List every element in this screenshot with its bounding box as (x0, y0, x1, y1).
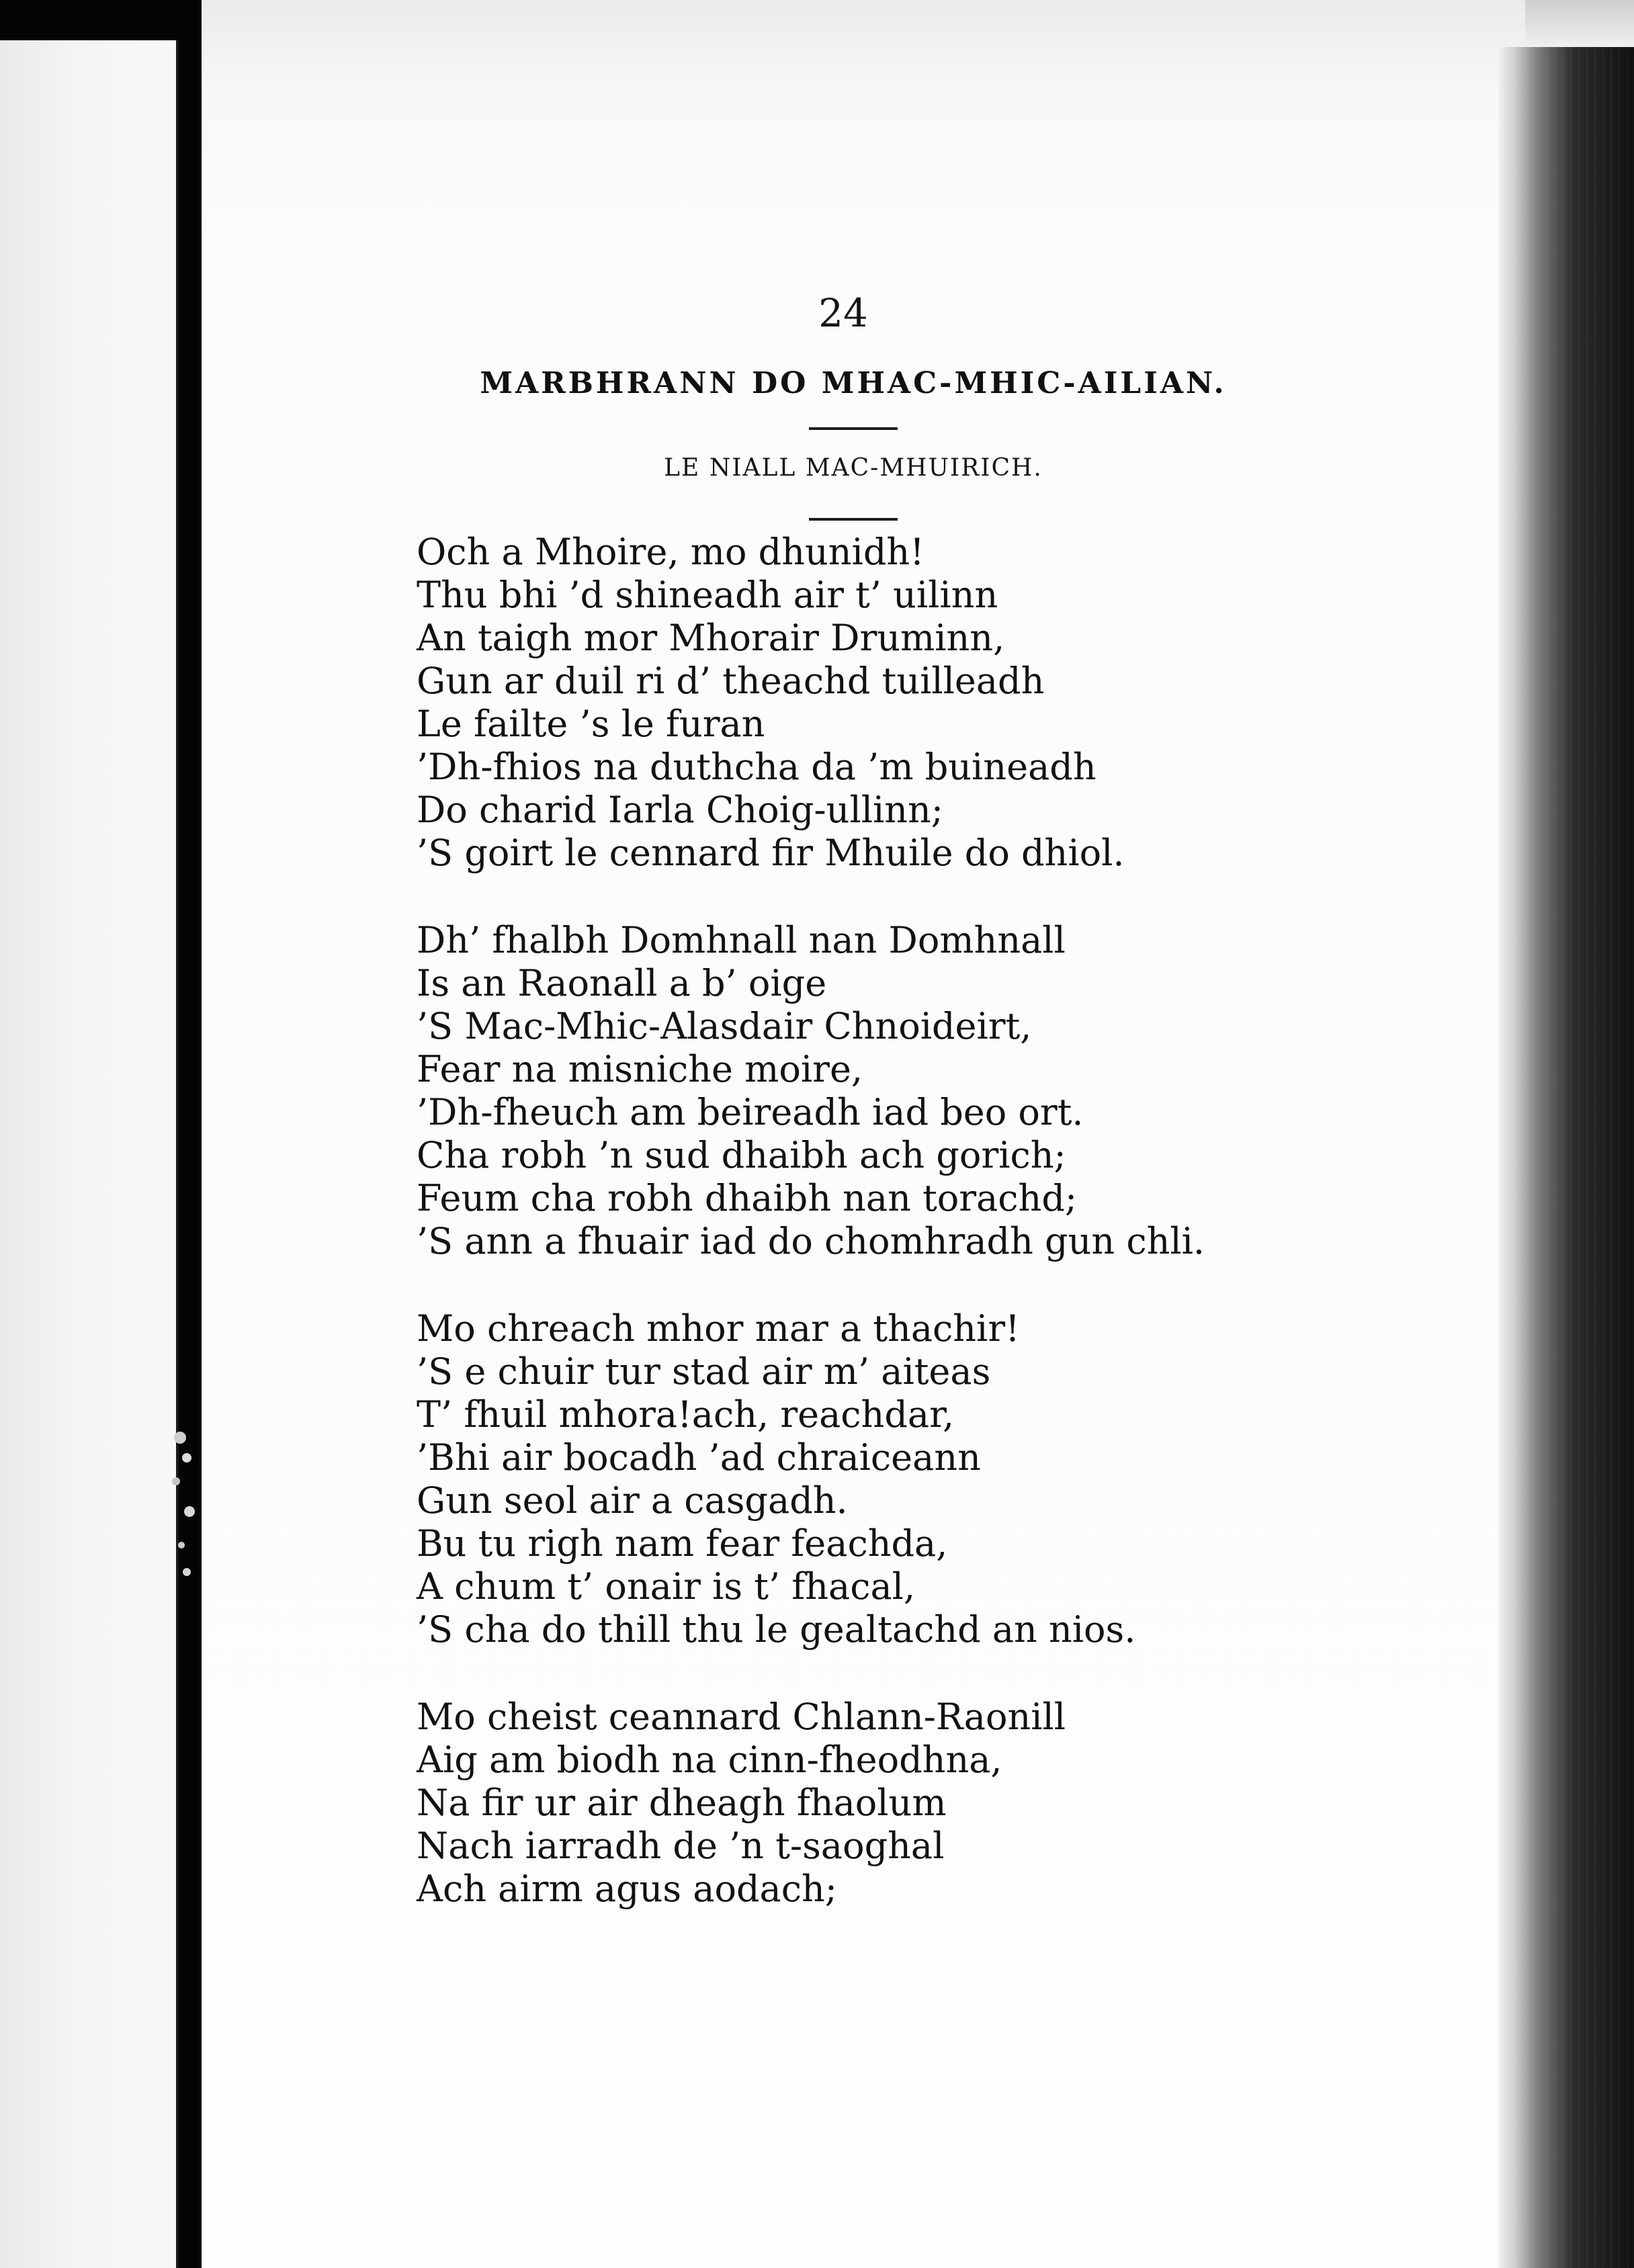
verse-line: Thu bhi ’d shineadh air t’ uilinn (417, 574, 998, 616)
verse-line: Dh’ fhalbh Domhnall nan Domhnall (417, 919, 1066, 961)
author-divider (809, 518, 898, 521)
verse-line: ’S Mac-Mhic-Alasdair Chnoideirt, (417, 1005, 1032, 1047)
verse-line: An taigh mor Mhorair Druminn, (417, 617, 1005, 659)
poem-title: MARBHRANN DO MHAC-MHIC-AILIAN. (480, 366, 1227, 400)
verse-line: Do charid Iarla Choig-ullinn; (417, 789, 944, 831)
verse-line: ’S e chuir tur stad air m’ aiteas (417, 1350, 991, 1393)
poem-body (417, 531, 1465, 1955)
stanza-4 (417, 1696, 1465, 1911)
verse-line: T’ fhuil mhora!ach, reachdar, (417, 1393, 955, 1436)
stanza-3 (417, 1307, 1465, 1651)
verse-line: A chum t’ onair is t’ fhacal, (417, 1565, 916, 1608)
verse-line: ’S ann a fhuair iad do chomhradh gun chli. (417, 1220, 1205, 1262)
verse-line: Gun seol air a casgadh. (417, 1479, 848, 1522)
verse-line: ’S cha do thill thu le gealtachd an nios. (417, 1608, 1136, 1651)
verse-line: Mo chreach mhor mar a thachir! (417, 1307, 1020, 1350)
verse-line: Mo cheist ceannard Chlann-Raonill (417, 1696, 1066, 1738)
verse-line: Aig am biodh na cinn-fheodhna, (417, 1739, 1002, 1781)
verse-line: Gun ar duil ri d’ theachd tuilleadh (417, 660, 1045, 702)
verse-line: Ach airm agus aodach; (417, 1868, 837, 1910)
verse-line: Bu tu righ nam fear feachda, (417, 1522, 948, 1565)
stanza-2 (417, 919, 1465, 1263)
previous-page-edge (0, 40, 179, 2268)
verse-line: ’Dh-fhios na duthcha da ’m buineadh (417, 746, 1096, 788)
scan-specks (167, 1418, 207, 1592)
poem-author: LE NIALL MAC-MHUIRICH. (664, 454, 1043, 482)
verse-line: Feum cha robh dhaibh nan torachd; (417, 1177, 1078, 1219)
stanza-1 (417, 531, 1465, 875)
verse-line: Na fir ur air dheagh fhaolum (417, 1782, 947, 1824)
book-edge-pages (1532, 47, 1634, 2268)
verse-line: Fear na misniche moire, (417, 1048, 863, 1090)
page-number: 24 (818, 290, 868, 336)
verse-line: Nach iarradh de ’n t-saoghal (417, 1825, 945, 1867)
verse-line: Cha robh ’n sud dhaibh ach gorich; (417, 1134, 1066, 1176)
verse-line: Och a Mhoire, mo dhunidh! (417, 531, 924, 573)
verse-line: ’Dh-fheuch am beireadh iad beo ort. (417, 1091, 1084, 1133)
verse-line: Is an Raonall a b’ oige (417, 962, 827, 1004)
verse-line: Le failte ’s le furan (417, 703, 765, 745)
verse-line: ’Bhi air bocadh ’ad chraiceann (417, 1436, 981, 1479)
title-divider (809, 427, 898, 430)
verse-line: ’S goirt le cennard fir Mhuile do dhiol. (417, 832, 1125, 874)
